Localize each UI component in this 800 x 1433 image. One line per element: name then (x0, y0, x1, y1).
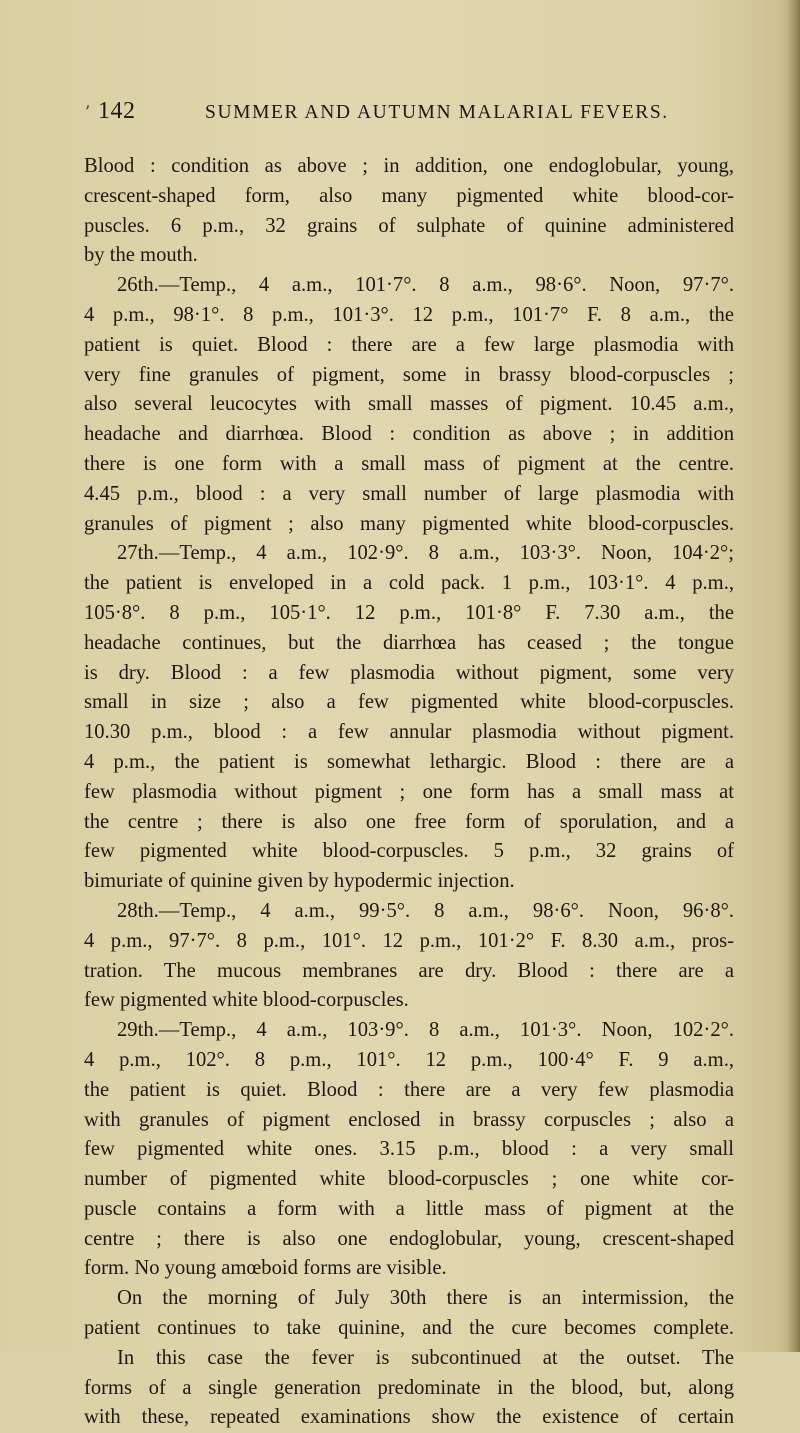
text-line: 10.30 p.m., blood : a few annular plasmodia without pigment. (84, 721, 734, 744)
text-line: 4 p.m., 97·7°. 8 p.m., 101°. 12 p.m., 101·2° F. 8.30 a.m., pros- (84, 929, 734, 952)
text-line: number of pigmented white blood-corpuscles ; one white cor- (84, 1168, 734, 1191)
text-line: very fine granules of pigment, some in brassy blood-corpuscles ; (84, 363, 734, 386)
running-head: SUMMER AND AUTUMN MALARIAL FEVERS. (205, 102, 669, 123)
page-edge-shadow (786, 0, 800, 1352)
text-line: 29th.—Temp., 4 a.m., 103·9°. 8 a.m., 101·3°. Noon, 102·2°. (117, 1019, 734, 1042)
text-line: the patient is enveloped in a cold pack. 1 p.m., 103·1°. 4 p.m., (84, 572, 734, 595)
text-line: headache and diarrhœa. Blood : condition as above ; in addition (84, 423, 734, 446)
page-number: 142 (98, 98, 136, 124)
text-line: puscles. 6 p.m., 32 grains of sulphate of quinine administered (84, 214, 734, 237)
text-line: few pigmented white ones. 3.15 p.m., blood : a very small (84, 1138, 734, 1161)
text-line: the centre ; there is also one free form of sporulation, and a (84, 810, 734, 833)
text-line: granules of pigment ; also many pigmented white blood-corpuscles. (84, 512, 734, 535)
text-line: also several leucocytes with small masses of pigment. 10.45 a.m., (84, 393, 734, 416)
text-line: with these, repeated examinations show the existence of certain (84, 1406, 734, 1429)
margin-mark: ’ (85, 102, 91, 121)
text-line: tration. The mucous membranes are dry. Blood : there are a (84, 959, 734, 982)
text-line: small in size ; also a few pigmented white blood-corpuscles. (84, 691, 734, 714)
page-header (0, 98, 800, 128)
text-line: In this case the fever is subcontinued at the outset. The (117, 1346, 734, 1369)
text-line: few pigmented white blood-corpuscles. 5 p.m., 32 grains of (84, 840, 734, 863)
body-text (84, 152, 734, 1433)
text-line: On the morning of July 30th there is an intermission, the (117, 1287, 734, 1310)
text-line: 27th.—Temp., 4 a.m., 102·9°. 8 a.m., 103·3°. Noon, 104·2°; (117, 542, 734, 565)
text-line: crescent-shaped form, also many pigmented white blood-cor- (84, 184, 734, 207)
text-line: the patient is quiet. Blood : there are a very few plasmodia (84, 1078, 734, 1101)
text-line: patient is quiet. Blood : there are a few large plasmodia with (84, 333, 734, 356)
text-line: 4.45 p.m., blood : a very small number of large plasmodia with (84, 482, 734, 505)
text-line: centre ; there is also one endoglobular, young, crescent-shaped (84, 1227, 734, 1250)
text-line: headache continues, but the diarrhœa has ceased ; the tongue (84, 631, 734, 654)
text-line: patient continues to take quinine, and the cure becomes complete. (84, 1317, 734, 1340)
text-line: bimuriate of quinine given by hypodermic injection. (84, 870, 515, 893)
text-line: 4 p.m., 98·1°. 8 p.m., 101·3°. 12 p.m., 101·7° F. 8 a.m., the (84, 303, 734, 326)
text-line: form. No young amœboid forms are visible. (84, 1257, 447, 1280)
text-line: 105·8°. 8 p.m., 105·1°. 12 p.m., 101·8° F. 7.30 a.m., the (84, 601, 734, 624)
text-line: 4 p.m., the patient is somewhat lethargic. Blood : there are a (84, 750, 734, 773)
text-line: with granules of pigment enclosed in brassy corpuscles ; also a (84, 1108, 734, 1131)
text-line: few plasmodia without pigment ; one form has a small mass at (84, 780, 734, 803)
text-line: puscle contains a form with a little mass of pigment at the (84, 1197, 734, 1220)
text-line: is dry. Blood : a few plasmodia without pigment, some very (84, 661, 734, 684)
text-line: 28th.—Temp., 4 a.m., 99·5°. 8 a.m., 98·6°. Noon, 96·8°. (117, 899, 734, 922)
text-line: 26th.—Temp., 4 a.m., 101·7°. 8 a.m., 98·6°. Noon, 97·7°. (117, 274, 734, 297)
text-line: 4 p.m., 102°. 8 p.m., 101°. 12 p.m., 100·4° F. 9 a.m., (84, 1048, 734, 1071)
text-line: few pigmented white blood-corpuscles. (84, 989, 409, 1012)
text-line: there is one form with a small mass of pigment at the centre. (84, 452, 734, 475)
text-line: by the mouth. (84, 244, 198, 267)
text-line: forms of a single generation predominate in the blood, but, along (84, 1376, 734, 1399)
text-line: Blood : condition as above ; in addition, one endoglobular, young, (84, 155, 734, 177)
